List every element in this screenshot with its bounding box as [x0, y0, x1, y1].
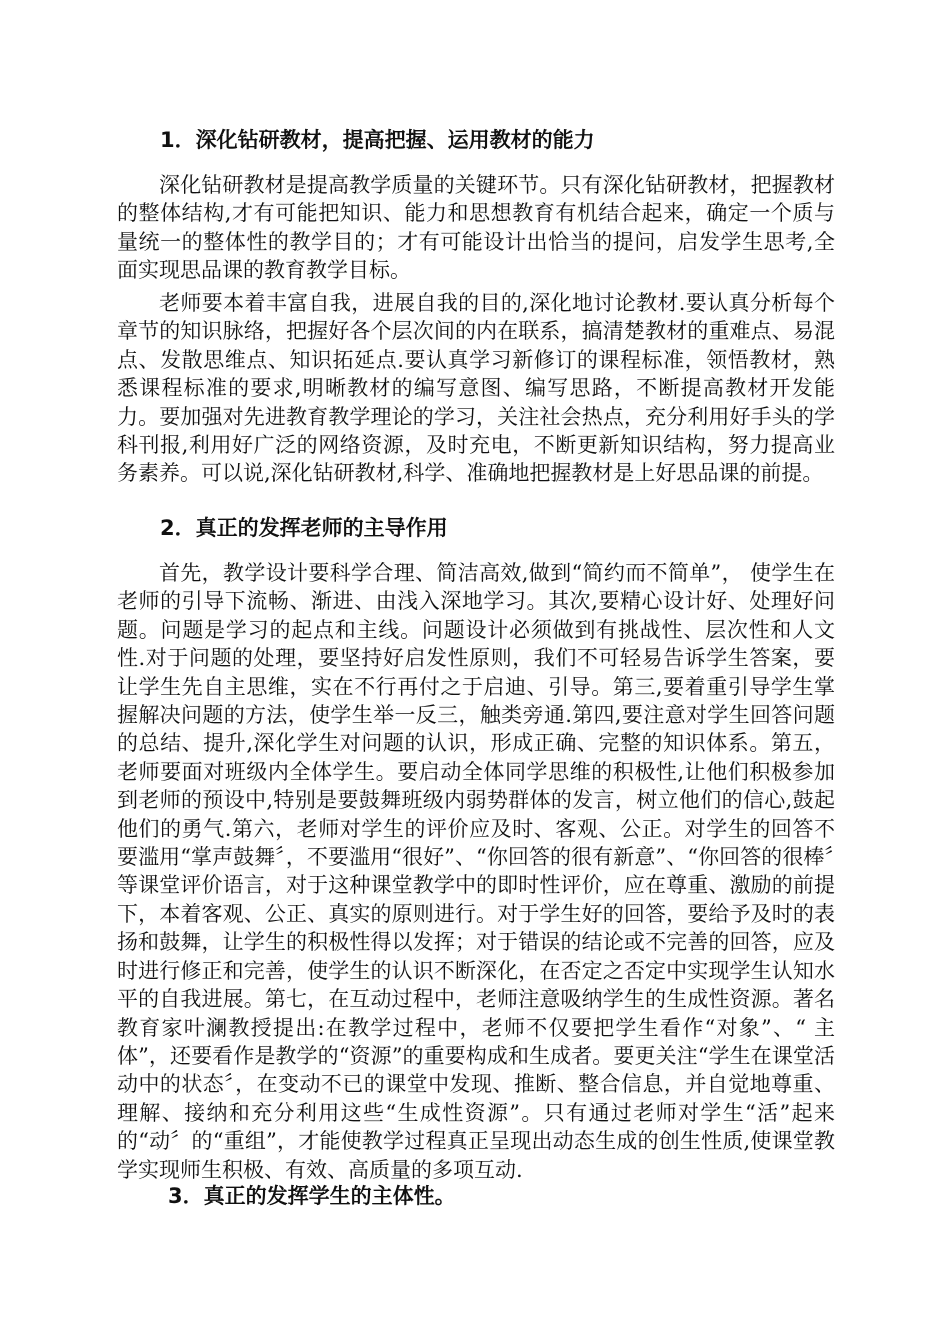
paragraph-1-2: 老师要本着丰富自我，进展自我的目的,深化地讨论教材.要认真分析每个章节的知识脉络，把握好各个层次间的内在联系，搞清楚教材的重难点、易混点、发散思维点、知识拓延点.要认真学习新修订的课程标准，领悟教材，熟悉课程标准的要求,明晰教材的编写意图、编写思路，不断提高教材开发能力。要加强对先进教育教学理论的学习，关注社会热点，充分利用好手头的学科刊报,利用好广泛的网络资源，及时充电，不断更新知识结构，努力提高业务素养。可以说,深化钻研教材,科学、准确地把握教材是上好思品课的前提。: [117, 291, 835, 486]
section-heading-2: 2．真正的发挥老师的主导作用: [160, 516, 448, 540]
section-heading-1: 1．深化钻研教材，提高把握、运用教材的能力: [160, 128, 595, 152]
paragraph-1-1: 深化钻研教材是提高教学质量的关键环节。只有深化钻研教材，把握教材的整体结构,才有可能把知识、能力和思想教育有机结合起来，确定一个质与量统一的整体性的教学目的；才有可能设计出恰当的提问，启发学生思考,全面实现思品课的教育教学目标。: [117, 173, 835, 283]
section-heading-3: 3．真正的发挥学生的主体性。: [168, 1184, 456, 1208]
paragraph-2-1: 首先，教学设计要科学合理、简洁高效,做到“简约而不简单”， 使学生在老师的引导下流畅、渐进、由浅入深地学习。其次,要精心设计好、处理好问题。问题是学习的起点和主线。问题设计必须做到有挑战性、层次性和人文性.对于问题的处理，要坚持好启发性原则，我们不可轻易告诉学生答案，要让学生先自主思维，实在不行再付之于启迪、引导。第三,要着重引导学生掌握解决问题的方法，使学生举一反三，触类旁通.第四,要注意对学生回答问题的总结、提升,深化学生对问题的认识，形成正确、完整的知识体系。第五，老师要面对班级内全体学生。要启动全体同学思维的积极性,让他们积极参加到老师的预设中,特别是要鼓舞班级内弱势群体的发言，树立他们的信心,鼓起他们的勇气.第六，老师对学生的评价应及时、客观、公正。对学生的回答不要滥用“掌声鼓舞〞，不要滥用“很好”、“你回答的很有新意”、“你回答的很棒〞等课堂评价语言，对于这种课堂教学中的即时性评价，应在尊重、激励的前提下，本着客观、公正、真实的原则进行。对于学生好的回答，要给予及时的表扬和鼓舞，让学生的积极性得以发挥；对于错误的结论或不完善的回答，应及时进行修正和完善，使学生的认识不断深化，在否定之否定中实现学生认知水平的自我进展。第七，在互动过程中，老师注意吸纳学生的生成性资源。著名教育家叶澜教授提出:在教学过程中，老师不仅要把学生看作“对象”、“ 主体”，还要看作是教学的“资源”的重要构成和生成者。要更关注“学生在课堂活动中的状态〞，在变动不已的课堂中发现、推断、整合信息，并自觉地尊重、理解、接纳和充分利用这些“生成性资源”。只有通过老师对学生“活”起来的“动〞的“重组”，才能使教学过程真正呈现出动态生成的创生性质,使课堂教学实现师生积极、有效、高质量的多项互动.: [117, 561, 835, 1182]
